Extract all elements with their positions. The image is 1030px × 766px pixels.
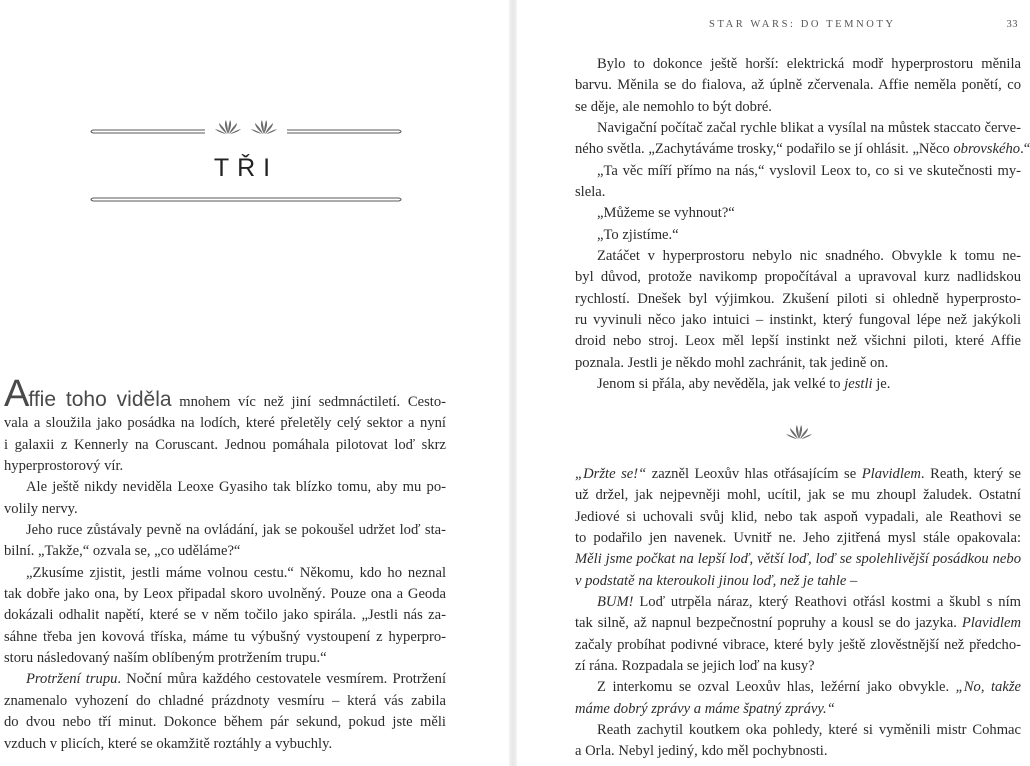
text-line	[575, 464, 1021, 485]
italic-phrase: Plavidlem	[961, 615, 1021, 632]
text-line: droid nebo stroj. Leox měl lepší instinkt než všichni piloti, které Affie	[575, 333, 1021, 350]
text-line: sáhne třeba jen kovová tříska, máme tu výbušný vystoupení z hyperpro-	[4, 628, 446, 645]
text-fragment: tak silně, až napnul bezpečnostní popruhy a kousl se do jazyka.	[575, 615, 962, 632]
text-fragment: . Reath, který se	[920, 466, 1021, 482]
italic-phrase: „Držte se!“	[575, 466, 647, 482]
opening-line	[4, 373, 447, 415]
text-line: „Zkusíme zjistit, jestli máme volnou cestu.“ Někomu, kdo ho neznal	[26, 564, 446, 581]
text-line: Jediové si uchovali svůj klid, nebo tak aspoň vypadali, ale Reathovi se	[575, 508, 1021, 525]
text-line: volily nervy.	[4, 500, 78, 517]
text-fragment: .“	[1020, 141, 1030, 158]
text-line: rychlostí. Dnešek byl výjimkou. Zkušení piloti si ohledně hyperprosto-	[575, 290, 1021, 307]
text-line: už držel, jak nejpevněji mohl, ucítil, jak se mu zhoupl žaludek. Ostatní	[575, 487, 1021, 504]
italic-phrase: „No, takže	[955, 679, 1021, 696]
italic-phrase: obrovského	[953, 141, 1021, 158]
text-line: Reath zachytil koutkem oka pohledy, které si vyměnili mistr Cohmac	[597, 722, 1021, 739]
text-line: ru vyvinuli něco jako intuici – instinkt, který fungoval lépe než jakýkoli	[575, 312, 1021, 329]
text-line: „To zjistíme.“	[597, 226, 679, 243]
text-line: znamenalo vyhození do chladné prázdnoty vesmíru – která vás zabila	[4, 692, 446, 709]
right-page-top-text	[575, 54, 1030, 396]
text-line: mnohem víc než jiní sedmnáctiletí. Cesto-	[171, 394, 447, 410]
text-line	[575, 592, 1021, 613]
text-line: začaly probíhat podivné vibrace, které byly ještě zlověstnější než předcho-	[575, 636, 1021, 653]
text-fragment: zazněl Leoxův hlas otřásajícím se	[646, 466, 862, 482]
text-line	[575, 374, 1021, 395]
italic-phrase: Měli jsme počkat na lepší loď, větší loď, loď se spolehlivější posádkou nebo	[575, 551, 1021, 568]
text-line: storu následovaný naším oblíbeným protržením trupu.“	[4, 650, 327, 667]
text-line: dokázali odhalit napětí, které se v něm točilo jako spirála. „Jestli nás za-	[4, 607, 446, 624]
text-fragment: Z interkomu se ozval Leoxův hlas, ležérní jako obvykle.	[597, 679, 956, 696]
italic-phrase: v podstatě na kteroukoli jinou loď, než je tahle –	[575, 572, 858, 589]
lead-words: ffie toho viděla	[28, 388, 172, 411]
chapter-title: TŘI	[213, 154, 279, 182]
right-page-bottom-text	[575, 464, 1021, 763]
text-line	[575, 549, 1021, 570]
text-line: vala a sloužila jako posádka na lodích, které přeletěly celý sektor a nyní	[4, 415, 446, 432]
text-line: hyperprostorový vír.	[4, 458, 124, 475]
text-line	[575, 571, 1021, 592]
lotus-ornament-icon	[249, 118, 279, 136]
text-line: Navigační počítač začal rychle blikat a vysílal na můstek staccato červe-	[597, 120, 1021, 137]
text-fragment: Loď utrpěla náraz, který Reathovi otřásl kostmi a škubl s ním	[633, 594, 1021, 611]
left-page-text	[4, 373, 447, 755]
text-line: Bylo to dokonce ještě horší: elektrická modř hyperprostoru měnila	[597, 56, 1021, 72]
text-line: vzduch v plicích, které se okamžitě roztáhly a vybuchly.	[4, 735, 333, 752]
text-line: Zatáčet v hyperprostoru nebylo nic snadného. Obvykle k tomu ne-	[597, 248, 1021, 265]
text-line: „Můžeme se vyhnout?“	[597, 205, 735, 222]
text-line	[575, 677, 1021, 698]
text-line: a Orla. Nebyl jediný, kdo měl pochybnosti.	[575, 743, 828, 760]
page-number: 33	[1006, 19, 1018, 30]
italic-phrase: jestli	[844, 376, 873, 393]
text-line	[575, 699, 1021, 720]
text-line: byl důvod, protože navikomp propočítával a upravoval kurz nadlidskou	[575, 269, 1021, 286]
text-fragment: ného světla. „Zachytáváme trosky,“ podařilo se jí ohlásit. „Něco	[575, 141, 954, 158]
lotus-ornament-icon	[784, 423, 814, 441]
text-line: tak dobře jako ona, by Leox připadal skoro uvolněný. Pouze ona a Geoda	[4, 586, 446, 603]
text-line: barvu. Měnila se do fialova, až úplně zčervenala. Affie neměla ponětí, co	[575, 77, 1021, 94]
text-line: to podařilo jen navenek. Uvnitř ne. Jeho zjitřená mysl stále opakovala:	[575, 530, 1021, 547]
book-gutter	[509, 0, 517, 766]
text-fragment: je.	[872, 376, 891, 393]
running-head-title: STAR WARS: DO TEMNOTY	[709, 19, 896, 30]
text-line: zí rána. Rozpadala se jejich loď na kusy?	[575, 658, 815, 675]
text-line: bilní. „Takže,“ ozvala se, „co uděláme?“	[4, 543, 241, 560]
text-fragment: . Noční můra každého cestovatele vesmírem. Protržení	[117, 671, 447, 688]
chapter-heading	[89, 118, 403, 210]
text-line: do dvou nebo tří minut. Dokonce během pár sekund, pokud jste měli	[4, 714, 446, 731]
text-line: „Ta věc míří přímo na nás,“ vyslovil Leox to, co si ve skutečnosti my-	[597, 162, 1021, 179]
text-line	[4, 669, 446, 690]
italic-phrase: Plavidlem	[861, 466, 921, 482]
text-line	[575, 613, 1021, 634]
drop-cap: A	[4, 373, 29, 415]
text-line: poznala. Jestli je někdo mohl zachránit, tak jedině on.	[575, 354, 889, 371]
text-line: se děje, ale nemohlo to být dobré.	[575, 98, 772, 115]
text-line	[575, 139, 1030, 160]
italic-phrase: BUM!	[597, 594, 634, 611]
running-head	[560, 19, 1020, 33]
italic-phrase: máme dobrý zprávy a máme špatný zprávy.“	[575, 700, 835, 717]
text-line: Ale ještě nikdy neviděla Leoxe Gyasiho tak blízko tomu, aby mu po-	[26, 479, 446, 496]
text-fragment: Jenom si přála, aby nevěděla, jak velké to	[597, 376, 845, 393]
text-line: Jeho ruce zůstávaly pevně na ovládání, jak se pokoušel udržet loď sta-	[26, 522, 446, 539]
small-ornament-icon	[213, 118, 243, 136]
text-line: i galaxii z Kennerly na Coruscant. Jednou pomáhala pilotovat loď skrz	[4, 436, 446, 453]
italic-phrase: Protržení trupu	[26, 671, 118, 688]
text-line: slela.	[575, 184, 606, 201]
